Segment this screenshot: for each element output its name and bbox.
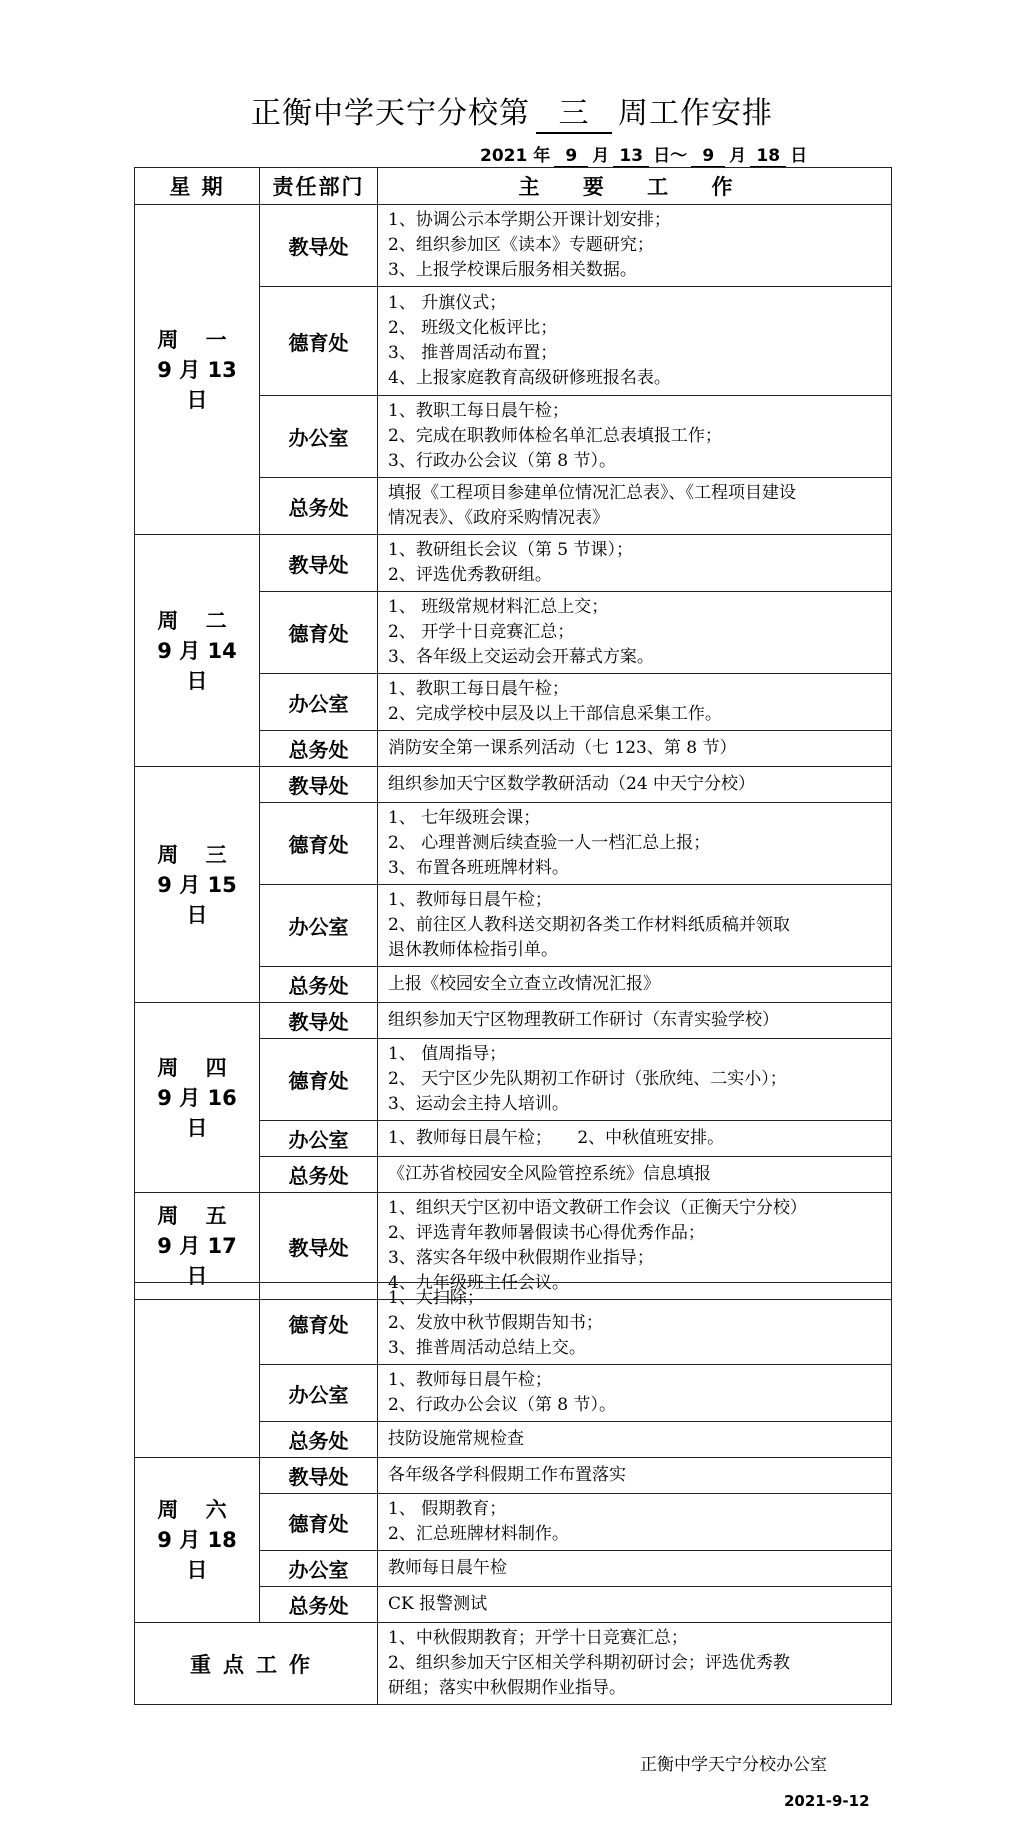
dept-cell: 教导处 <box>260 1458 378 1494</box>
work-line: 研组；落实中秋假期作业指导。 <box>388 1678 626 1698</box>
work-line: 退休教师体检指引单。 <box>388 940 558 960</box>
work-line: 1、教职工每日晨午检； <box>388 401 569 421</box>
header-row <box>135 168 892 205</box>
work-line: 填报《工程项目参建单位情况汇总表》、《工程项目建设 <box>388 483 796 503</box>
work-cell <box>378 885 892 967</box>
dept-cell: 总务处 <box>260 478 378 535</box>
work-line: 1、 假期教育； <box>388 1499 507 1519</box>
work-cell <box>378 535 892 592</box>
work-cell <box>378 1551 892 1587</box>
work-cell <box>378 1587 892 1623</box>
date-year: 2021 <box>480 146 528 166</box>
work-line: 1、教职工每日晨午检； <box>388 679 569 699</box>
work-line: 2、完成学校中层及以上干部信息采集工作。 <box>388 704 722 724</box>
dept-cell: 教导处 <box>260 1003 378 1039</box>
work-line: 2、 班级文化板评比； <box>388 318 558 338</box>
date-range <box>480 141 807 168</box>
work-cell <box>378 1121 892 1157</box>
dept-cell: 办公室 <box>260 1121 378 1157</box>
work-line: 3、推普周活动总结上交。 <box>388 1338 586 1358</box>
work-line: CK 报警测试 <box>388 1594 488 1614</box>
dept-cell: 教导处 <box>260 767 378 803</box>
issue-date: 2021-9-12 <box>784 1792 870 1810</box>
work-line: 3、运动会主持人培训。 <box>388 1094 569 1114</box>
work-line: 2、完成在职教师体检名单汇总表填报工作； <box>388 426 722 446</box>
work-line: 3、布置各班班牌材料。 <box>388 858 569 878</box>
dept-cell: 总务处 <box>260 1422 378 1458</box>
work-cell <box>378 803 892 885</box>
work-line: 1、 值周指导； <box>388 1044 507 1064</box>
work-cell <box>378 731 892 767</box>
day-cell-tue <box>135 535 260 767</box>
work-line: 上报《校园安全立查立改情况汇报》 <box>388 974 660 994</box>
day-cell-thu <box>135 1003 260 1193</box>
work-line: 1、教师每日晨午检； <box>388 1370 552 1390</box>
work-cell <box>378 1422 892 1458</box>
work-line: 1、大扫除； <box>388 1288 484 1308</box>
date-text: 年 <box>533 146 551 166</box>
work-line: 各年级各学科假期工作布置落实 <box>388 1465 626 1485</box>
date-text: 日 <box>790 146 808 166</box>
work-line: 1、组织天宁区初中语文教研工作会议（正衡天宁分校） <box>388 1198 807 1218</box>
work-cell <box>378 205 892 287</box>
work-cell <box>378 1458 892 1494</box>
day-date: 9 月 14 日 <box>157 638 237 693</box>
table-row <box>135 1458 892 1494</box>
work-line: 1、教研组长会议（第 5 节课）； <box>388 540 633 560</box>
work-line: 3、各年级上交运动会开幕式方案。 <box>388 647 654 667</box>
day-date: 9 月 16 日 <box>157 1085 237 1140</box>
work-cell <box>378 674 892 731</box>
day-name: 周 四 <box>157 1055 237 1080</box>
work-line: 1、 七年级班会课； <box>388 808 541 828</box>
day-date: 9 月 17 日 <box>157 1234 237 1288</box>
work-line: 2、组织参加天宁区相关学科期初研讨会；评选优秀教 <box>388 1653 790 1673</box>
key-work-cell <box>378 1623 892 1705</box>
day-date: 9 月 18 日 <box>157 1528 237 1582</box>
office-signature: 正衡中学天宁分校办公室 <box>640 1755 827 1775</box>
day-cell-wed <box>135 767 260 1003</box>
day-name: 周 五 <box>157 1204 237 1228</box>
header-dept: 责任部门 <box>260 168 378 205</box>
work-line: 4、上报家庭教育高级研修班报名表。 <box>388 368 671 388</box>
work-line: 1、 班级常规材料汇总上交； <box>388 597 609 617</box>
work-cell <box>378 1003 892 1039</box>
dept-cell: 办公室 <box>260 396 378 478</box>
dept-cell: 办公室 <box>260 1551 378 1587</box>
schedule-table-2 <box>134 1282 892 1705</box>
title-prefix: 正衡中学天宁分校第 <box>251 96 530 131</box>
work-line: 1、教师每日晨午检； <box>388 890 552 910</box>
dept-cell: 办公室 <box>260 674 378 731</box>
work-cell <box>378 1494 892 1551</box>
work-line: 技防设施常规检查 <box>388 1429 524 1449</box>
date-text: 月 <box>592 146 610 166</box>
key-work-label: 重点工作 <box>135 1623 378 1705</box>
work-line: 2、前往区人教科送交期初各类工作材料纸质稿并领取 <box>388 915 790 935</box>
work-line: 1、协调公示本学期公开课计划安排； <box>388 210 671 230</box>
day-date: 9 月 13 日 <box>157 357 237 412</box>
day-cell-fri-cont <box>135 1283 260 1458</box>
work-cell <box>378 1157 892 1193</box>
work-line: 组织参加天宁区数学教研活动（24 中天宁分校） <box>388 774 756 794</box>
dept-cell: 德育处 <box>260 1283 378 1365</box>
dept-cell: 教导处 <box>260 535 378 592</box>
dept-cell: 总务处 <box>260 1157 378 1193</box>
work-cell <box>378 478 892 535</box>
work-cell <box>378 1039 892 1121</box>
date-text: 日～ <box>653 146 688 166</box>
title-suffix: 周工作安排 <box>618 96 773 131</box>
work-line: 3、落实各年级中秋假期作业指导； <box>388 1248 654 1268</box>
start-month: 9 <box>554 146 588 168</box>
table-row <box>135 205 892 287</box>
dept-cell: 德育处 <box>260 287 378 396</box>
work-line: 2、汇总班牌材料制作。 <box>388 1524 569 1544</box>
day-cell-mon <box>135 205 260 535</box>
dept-cell: 德育处 <box>260 1039 378 1121</box>
date-text: 月 <box>729 146 747 166</box>
work-cell <box>378 592 892 674</box>
work-cell <box>378 967 892 1003</box>
table-row <box>135 767 892 803</box>
work-line: 4、九年级班主任会议。 <box>388 1273 569 1293</box>
work-cell <box>378 287 892 396</box>
work-line: 《江苏省校园安全风险管控系统》信息填报 <box>388 1164 711 1184</box>
work-line: 3、上报学校课后服务相关数据。 <box>388 260 637 280</box>
table-row <box>135 535 892 592</box>
start-day: 13 <box>613 146 649 168</box>
work-cell <box>378 1365 892 1422</box>
dept-cell: 德育处 <box>260 803 378 885</box>
dept-cell: 总务处 <box>260 731 378 767</box>
day-cell-sat <box>135 1458 260 1623</box>
end-day: 18 <box>750 146 786 168</box>
work-cell <box>378 396 892 478</box>
dept-cell: 办公室 <box>260 885 378 967</box>
work-line: 2、行政办公会议（第 8 节）。 <box>388 1395 616 1415</box>
work-line: 情况表》、《政府采购情况表》 <box>388 508 609 528</box>
work-line: 2、评选优秀教研组。 <box>388 565 552 585</box>
week-number: 三 <box>536 88 612 134</box>
work-line: 3、 推普周活动布置； <box>388 343 558 363</box>
dept-cell: 教导处 <box>260 205 378 287</box>
table-row <box>135 1283 892 1365</box>
work-line: 3、行政办公会议（第 8 节）。 <box>388 451 616 471</box>
work-cell <box>378 767 892 803</box>
work-line: 2、 天宁区少先队期初工作研讨（张欣纯、二实小）； <box>388 1069 787 1089</box>
dept-cell: 总务处 <box>260 1587 378 1623</box>
table-row <box>135 1003 892 1039</box>
day-date: 9 月 15 日 <box>157 872 237 927</box>
day-name: 周 二 <box>157 608 237 633</box>
header-day: 星 期 <box>135 168 260 205</box>
day-name: 周 一 <box>157 327 237 352</box>
schedule-table-1 <box>134 167 892 1300</box>
work-line: 1、中秋假期教育；开学十日竞赛汇总； <box>388 1628 688 1648</box>
header-work: 主 要 工 作 <box>378 168 892 205</box>
end-month: 9 <box>691 146 725 168</box>
work-line: 2、 开学十日竞赛汇总； <box>388 622 575 642</box>
day-name: 周 六 <box>157 1498 237 1522</box>
dept-cell: 总务处 <box>260 967 378 1003</box>
work-line: 消防安全第一课系列活动（七 123、第 8 节） <box>388 738 737 758</box>
dept-cell: 教导处 <box>260 1193 378 1300</box>
dept-cell: 德育处 <box>260 1494 378 1551</box>
work-line: 1、教师每日晨午检； 2、中秋值班安排。 <box>388 1128 725 1148</box>
work-line: 2、发放中秋节假期告知书； <box>388 1313 603 1333</box>
work-line: 2、评选青年教师暑假读书心得优秀作品； <box>388 1223 705 1243</box>
work-cell <box>378 1283 892 1365</box>
dept-cell: 德育处 <box>260 592 378 674</box>
work-line: 1、 升旗仪式； <box>388 293 507 313</box>
work-line: 组织参加天宁区物理教研工作研讨（东青实验学校） <box>388 1010 779 1030</box>
work-line: 2、 心理普测后续查验一人一档汇总上报； <box>388 833 711 853</box>
work-line: 教师每日晨午检 <box>388 1558 507 1578</box>
page-title <box>0 88 1024 134</box>
day-name: 周 三 <box>157 842 237 867</box>
key-work-row <box>135 1623 892 1705</box>
dept-cell: 办公室 <box>260 1365 378 1422</box>
work-line: 2、组织参加区《读本》专题研究； <box>388 235 654 255</box>
